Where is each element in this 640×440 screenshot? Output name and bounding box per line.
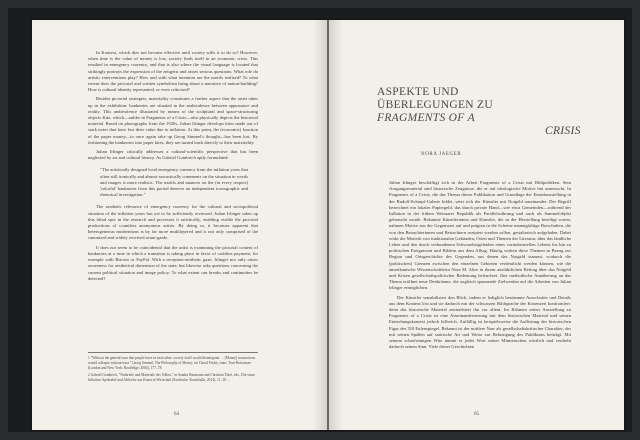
right-page (329, 20, 624, 430)
page-number: 65 (474, 412, 479, 417)
block-quote: "The artistically designed local emergency currency from the inflation years that often still ironically and almost sarcastically comments on the situation in words and images is more realistic. The motifs and nuances on the (in every respect) 'colorful' banknotes from this period deserve an independent iconographic and rhetorical investigation." (100, 167, 248, 198)
right-body-text (389, 180, 571, 353)
paragraph: In Kontext, which dies not become effective until society wills it to do so? However, when time is the value of money is lost, society finds itself in an economic crisis. This resulted in emergency currency, and that is also where the visual language is located that strikingly portrays the expression of the zeitgeist and raises serious questions: What role do artistic interventions play? How and with what intention are the motifs realised? To what extent does the pictorial and written symbolism bring about a narrative of nation-building? How is cultural identity represented, or even criticised? (88, 50, 258, 93)
footnote: 1 "Without the general trust that people have in each other, society itself would disintegrate. ... [Money] transactions would collapse without trust." Georg Simmel, The Philosophy of Money, ed. David Frisby, trans. Tom Bottomore (London and New York: Routledge, 2004), 177–78. (88, 356, 256, 370)
footnote: 2 Gabriel Gombrich, "Notbriefe und Materiale des Volkes," in Sandra Hartmann and Christian Thiel, eds., Die süsse Inflation: Spektakel und Altleiche aus Kunst in Wirtschaft (Karlsruhe: Kunsthalle, 2014), 11–18 ... (88, 373, 255, 382)
paragraph: Julian Irlinger critically addresses a cultural-scientific perspective that has been neglected by art and cultural history. As Gabriel Gombrich aptly formulated: (88, 149, 258, 161)
page-shade (329, 20, 343, 430)
book-spread (8, 8, 632, 432)
paragraph: The aesthetic relevance of emergency currency for the cultural and sociopolitical situation of the inflation years has yet to be sufficiently reviewed. Julian Irlinger takes up this blind spot in the research and processes it artistically, enabling visible the pictorial productions of countless anonymous artists. By doing so, it becomes apparent that heterogeneous modernisms is by far more multilayered and is not only comprised of the canonised and widely received avant-garde. (88, 204, 258, 241)
author-name: NORA JAEGER (421, 152, 462, 157)
paragraph: Besides pictorial strategies, materiality constitutes a further aspect that the artist takes up in the exhibition: banknotes are situated in the ambivalence between appearance and reality. This ambivalence illustrated by means of the sculptural and space-structuring objects Kite, which—unlike in Fragments of a Crisis—also physically depicts the historical material. Based on photographs from the 1920s, Julian Irlinger develops kites made out of stark notes that have lost their value due to inflation. At this point, the (economic) function of the paper money—to once again take up Georg Simmel's thought—has been lost. By fashioning the banknotes into paper kites, they are turned back directly to their materiality. (88, 96, 258, 145)
title-line: ÜBERLEGUNGEN ZU (377, 99, 493, 111)
chapter-title (377, 86, 597, 138)
page-shade (313, 20, 327, 430)
left-page (32, 20, 327, 430)
left-body-text (88, 50, 258, 285)
paragraph: Der Künstler sensibilisiert den Blick, indem er lediglich bestimmte Ausschnitte und Details aus dem Kontext löst und sie dadurch mit der schwarzen Bildsprache der Krisenzeit konfrontiert: denn das historische Material zentralisiert ihn vor allem. Im Rahmen seiner Ausstellung zu Fragments of a Crisis ist eine Auseinandersetzung mit dem historischen Material und seinen Entstehungskontext jedoch hilfreich. Auffällig ist beispielsweise die Auflistung der historischen Figur des Till Eulenspiegel. Bekannt ist der mittlere Narr als gesellschaftskritischer Charakter, der mit seinen Späßen auf satirische Art und Weise zur Belustigung des Publikums beiträgt. Mit seinem scharfsinnigen Witz nimmt er jedes Wort seiner Mitmenschen wörtlich und verdreht dadurch seinen Sinn. Viele dieser Geschichten (389, 294, 571, 350)
footnotes (88, 352, 258, 385)
title-line: ASPEKTE UND (377, 86, 459, 98)
page-number: 64 (174, 412, 179, 417)
title-line: FRAGMENTS OF A (377, 112, 475, 124)
paragraph: It does not seem to be coincidental that the artist is examining the pictorial content of banknotes at a time in which a transition is taking place in favor of cashless payment, for example with Bitcoin or PayPal. With a reception-aesthetic gaze, Irlinger not only raises awareness for aesthetical dimension of the state, but likewise asks questions concerning the current political situation and image policy: To what extent can breaks and continuities be detected? (88, 244, 258, 281)
paragraph: Julian Irlinger beschäftigt sich in der Arbeit Fragments of a Crisis mit Bildpolitiken. Sein Ausgangsmaterial sind historische Zeugnisse, die er auf ideologische Motive hin untersucht. In Fragments of a Crisis, die das Thema dieser Publikation und Grundlage der Einzelausstellung in der Rudolf-Scharpf-Galerie bildet, setzt sich der Künstler mit Notgeld auseinander. Der Begriff bezeichnet ein lokales Papiergeld, das durch private Hand—wie etwa Gemeinden—während der Inflation in der frühen Weimarer Republik als Parallelwährung und auch als Sammelobjekt gebraucht wurde. Bekannte Künstlerinnen und Künstler, die in der Herstellung beteiligt waren, nahmen Motive aus der Gegenwart auf und prägten in die Scheine mannigfaltige Botschaften, die von den Betrachterinnen und Betrachtern rezipiert werden sollen, gestalterisch aufgeladen. Dabei wirkt die Motivik von funktionalen Gebäuden, Orten und Themen der Literatur, über das ländliche Leben und den durch verbundenen Schwarzbörgeleiden eines vorindustriellen Lebens bis hin zu politischen Ereignissen und Bildern aus dem Alltag. Häufig wirken diese Themen in Bezug zur Region und Ortsgeschichte des Gegenden, aus denen das Notgeld stammt, wodurch die (politischen) Grenzen zwischen den einzelnen Gebieten verdeutlicht werden können, wie die amerikanische Wissenschaftlerin Nora M. Alter in ihrem ausführlichen Beitrag über das Notgeld und Krisen gesellschaftspolitischer Bedeutung beleuchtet. Ihre methodische Annäherung an das Thema eröffnet neue Denkräume, die zugleich spannende Zielwerden auf die Arbeiten von Julian Irlinger ermöglichen. (389, 180, 571, 291)
title-line: CRISIS (545, 125, 581, 137)
